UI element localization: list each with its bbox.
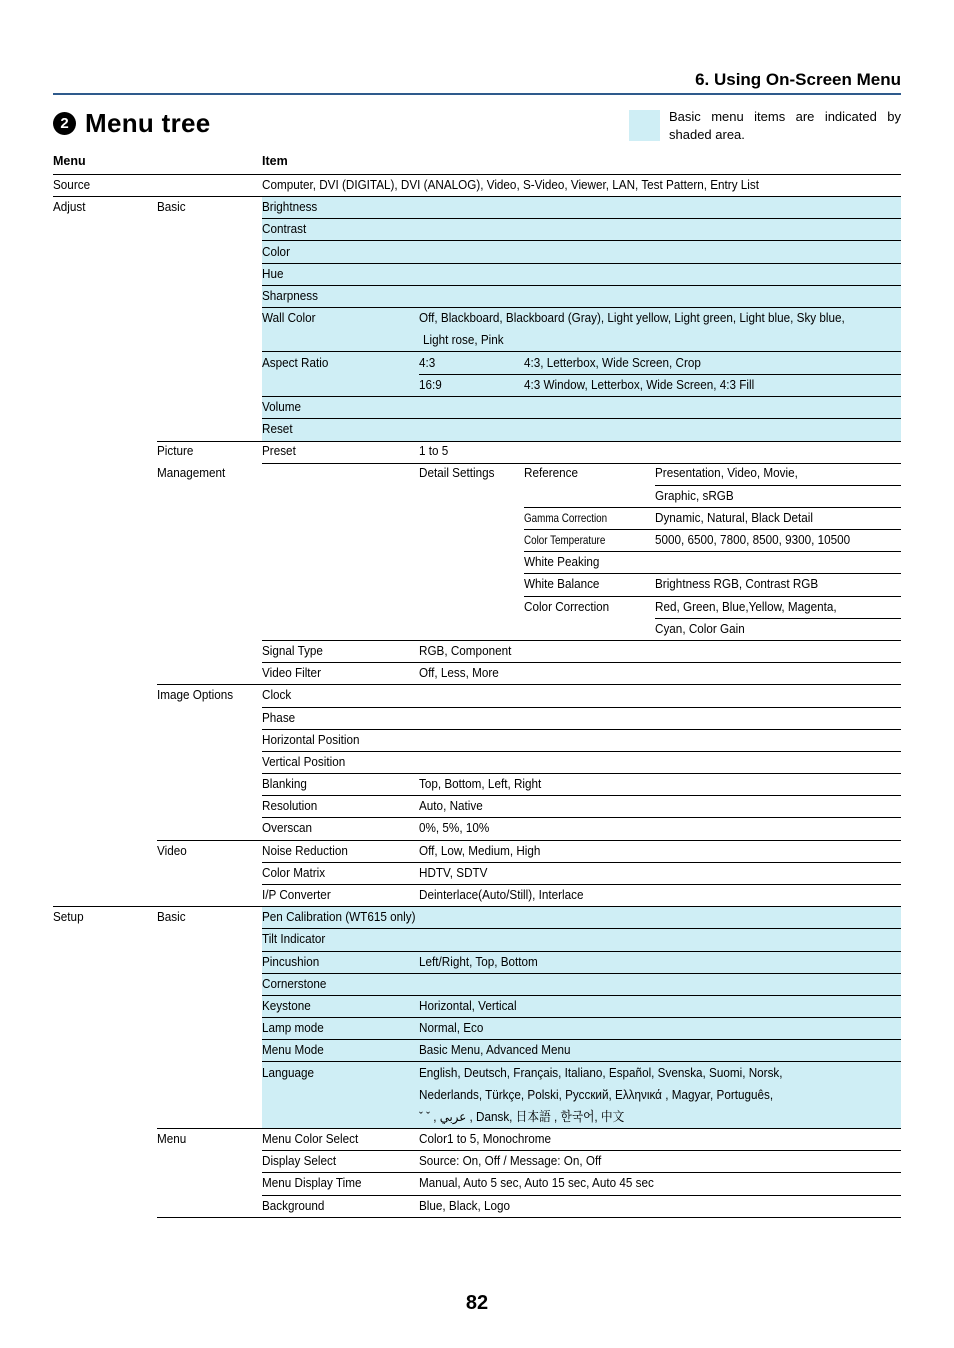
row-divider xyxy=(262,263,901,264)
menu-tree-cell: Source xyxy=(53,177,91,192)
menu-tree-cell: Off, Low, Medium, High xyxy=(419,843,541,858)
menu-tree-cell: White Balance xyxy=(524,576,600,591)
menu-tree-cell: Red, Green, Blue,Yellow, Magenta, xyxy=(655,599,837,614)
menu-tree-cell: Color Matrix xyxy=(262,865,326,880)
row-divider xyxy=(157,840,901,841)
menu-tree-cell: Vertical Position xyxy=(262,754,346,769)
menu-tree-cell: Background xyxy=(262,1198,325,1213)
row-divider xyxy=(655,485,901,486)
menu-tree-cell: Lamp mode xyxy=(262,1020,324,1035)
row-divider xyxy=(262,640,901,641)
menu-tree-cell: 4:3 xyxy=(419,355,436,370)
row-divider xyxy=(157,441,901,442)
row-divider xyxy=(262,951,901,952)
menu-tree-cell: Detail Settings xyxy=(419,465,495,480)
menu-tree-cell: Sharpness xyxy=(262,288,318,303)
menu-tree-cell: Normal, Eco xyxy=(419,1020,484,1035)
menu-tree-cell: 5000, 6500, 7800, 8500, 9300, 10500 xyxy=(655,532,851,547)
column-header-item: Item xyxy=(262,154,288,168)
row-divider xyxy=(262,773,901,774)
row-divider xyxy=(53,196,901,197)
menu-tree-cell: Pincushion xyxy=(262,954,320,969)
menu-tree-cell: Deinterlace(Auto/Still), Interlace xyxy=(419,887,584,902)
row-divider xyxy=(262,396,901,397)
page-number: 82 xyxy=(465,1292,489,1314)
menu-tree-cell: 1 to 5 xyxy=(419,443,449,458)
menu-tree-cell: ˇ ˇ , عربي , Dansk, 日本語 , 한국어, 中文 xyxy=(419,1109,625,1124)
menu-tree-cell: Blue, Black, Logo xyxy=(419,1198,511,1213)
menu-tree-cell: Manual, Auto 5 sec, Auto 15 sec, Auto 45 sec xyxy=(419,1175,654,1190)
menu-tree-cell: Resolution xyxy=(262,798,318,813)
menu-tree-cell: RGB, Component xyxy=(419,643,512,658)
menu-tree-cell: Blanking xyxy=(262,776,307,791)
menu-tree-cell: Language xyxy=(262,1065,315,1080)
menu-tree-cell: Cyan, Color Gain xyxy=(655,621,745,636)
row-divider xyxy=(524,529,901,530)
menu-tree-cell: Pen Calibration (WT615 only) xyxy=(262,909,416,924)
row-divider xyxy=(262,1017,901,1018)
menu-tree-cell: 4:3, Letterbox, Wide Screen, Crop xyxy=(524,355,701,370)
menu-tree-cell: Menu Mode xyxy=(262,1042,324,1057)
menu-tree-cell: Video xyxy=(157,843,187,858)
row-divider xyxy=(262,218,901,219)
row-divider xyxy=(262,1061,901,1062)
menu-tree-cell: Picture xyxy=(157,443,194,458)
menu-tree-cell: Preset xyxy=(262,443,296,458)
section-title: 6. Using On-Screen Menu xyxy=(695,70,901,89)
menu-tree-cell: Display Select xyxy=(262,1153,337,1168)
menu-tree-cell: Left/Right, Top, Bottom xyxy=(419,954,538,969)
row-divider xyxy=(524,573,901,574)
menu-tree-cell: Signal Type xyxy=(262,643,323,658)
menu-tree-cell: Phase xyxy=(262,710,296,725)
menu-tree-cell: Basic xyxy=(157,909,186,924)
main-heading xyxy=(53,106,211,140)
section-number-badge: 2 xyxy=(53,112,76,135)
row-divider xyxy=(262,928,901,929)
menu-tree-cell: English, Deutsch, Français, Italiano, Español, Svenska, Suomi, Norsk, xyxy=(419,1065,783,1080)
menu-tree-cell: Light rose, Pink xyxy=(423,332,504,347)
row-divider xyxy=(262,662,901,663)
row-divider xyxy=(157,684,901,685)
row-divider xyxy=(262,240,901,241)
row-divider xyxy=(262,307,901,308)
menu-tree-cell: 0%, 5%, 10% xyxy=(419,820,490,835)
menu-tree-cell: Color xyxy=(262,244,290,259)
row-divider xyxy=(655,618,901,619)
row-divider xyxy=(53,906,901,907)
row-divider xyxy=(524,551,901,552)
menu-tree-cell: Horizontal Position xyxy=(262,732,360,747)
menu-tree-cell: Reference xyxy=(524,465,578,480)
row-divider xyxy=(262,751,901,752)
menu-tree-cell: Off, Blackboard, Blackboard (Gray), Light yellow, Light green, Light blue, Sky blue, xyxy=(419,310,845,325)
menu-tree-cell: Basic xyxy=(157,199,186,214)
menu-tree-cell: Overscan xyxy=(262,820,313,835)
menu-tree-cell: Color1 to 5, Monochrome xyxy=(419,1131,552,1146)
menu-tree-cell: Menu Display Time xyxy=(262,1175,362,1190)
menu-tree-cell: Tilt Indicator xyxy=(262,931,326,946)
row-divider xyxy=(262,285,901,286)
row-divider xyxy=(524,596,901,597)
menu-tree-cell: Horizontal, Vertical xyxy=(419,998,517,1013)
page-title: Menu tree xyxy=(85,107,211,138)
menu-tree-cell: Graphic, sRGB xyxy=(655,488,734,503)
menu-tree-cell: Menu Color Select xyxy=(262,1131,359,1146)
row-divider xyxy=(262,707,901,708)
menu-tree-cell: 16:9 xyxy=(419,377,442,392)
header-rule xyxy=(53,93,901,95)
legend-swatch xyxy=(629,110,660,141)
row-divider xyxy=(262,817,901,818)
menu-tree-cell: Color Temperature xyxy=(524,533,606,547)
menu-tree-cell: Video Filter xyxy=(262,665,321,680)
menu-tree-cell: Presentation, Video, Movie, xyxy=(655,465,798,480)
menu-tree-cell: Aspect Ratio xyxy=(262,355,329,370)
menu-tree-cell: Computer, DVI (DIGITAL), DVI (ANALOG), Video, S-Video, Viewer, LAN, Test Pattern, Entry List xyxy=(262,177,760,192)
row-divider xyxy=(53,174,901,175)
row-divider xyxy=(262,1039,901,1040)
menu-tree-cell: Cornerstone xyxy=(262,976,327,991)
menu-tree-cell: Setup xyxy=(53,909,84,924)
menu-tree-cell: Adjust xyxy=(53,199,86,214)
row-divider xyxy=(262,1150,901,1151)
menu-tree-cell: Hue xyxy=(262,266,284,281)
menu-tree-cell: Nederlands, Türkçe, Polski, Русский, Ελληνικά , Magyar, Português, xyxy=(419,1087,774,1102)
row-divider xyxy=(262,995,901,996)
row-divider xyxy=(262,884,901,885)
row-divider xyxy=(524,507,901,508)
legend-text: Basic menu items are indicated by shaded area. xyxy=(669,109,901,142)
menu-tree-cell: Volume xyxy=(262,399,302,414)
row-divider xyxy=(262,418,901,419)
row-divider xyxy=(262,351,901,352)
menu-tree-cell: Clock xyxy=(262,687,292,702)
menu-tree-cell: White Peaking xyxy=(524,554,600,569)
menu-tree-cell: Menu xyxy=(157,1131,187,1146)
menu-tree-cell: HDTV, SDTV xyxy=(419,865,488,880)
menu-tree-cell: Wall Color xyxy=(262,310,316,325)
menu-tree-cell: Basic Menu, Advanced Menu xyxy=(419,1042,571,1057)
menu-tree-cell: Color Correction xyxy=(524,599,610,614)
menu-tree-cell: Source: On, Off / Message: On, Off xyxy=(419,1153,602,1168)
menu-tree-cell: Brightness RGB, Contrast RGB xyxy=(655,576,819,591)
menu-tree-cell: Keystone xyxy=(262,998,311,1013)
column-header-menu: Menu xyxy=(53,154,86,168)
menu-tree-cell: Noise Reduction xyxy=(262,843,348,858)
menu-tree-cell: Gamma Correction xyxy=(524,511,608,525)
menu-tree-cell: Top, Bottom, Left, Right xyxy=(419,776,542,791)
row-divider xyxy=(262,862,901,863)
menu-tree-cell: I/P Converter xyxy=(262,887,331,902)
menu-tree-cell: Dynamic, Natural, Black Detail xyxy=(655,510,814,525)
row-divider xyxy=(157,1128,901,1129)
menu-tree-cell: 4:3 Window, Letterbox, Wide Screen, 4:3 Fill xyxy=(524,377,755,392)
row-divider xyxy=(262,795,901,796)
row-divider xyxy=(419,374,901,375)
row-divider xyxy=(262,463,901,464)
menu-tree-cell: Contrast xyxy=(262,221,307,236)
menu-tree-cell: Off, Less, More xyxy=(419,665,499,680)
menu-tree-cell: Brightness xyxy=(262,199,318,214)
row-divider xyxy=(262,1172,901,1173)
row-divider xyxy=(262,1195,901,1196)
menu-tree-cell: Image Options xyxy=(157,687,234,702)
row-divider xyxy=(262,729,901,730)
menu-tree-cell: Management xyxy=(157,465,226,480)
row-divider xyxy=(262,973,901,974)
menu-tree-cell: Auto, Native xyxy=(419,798,483,813)
menu-tree-cell: Reset xyxy=(262,421,293,436)
row-divider xyxy=(157,1217,901,1218)
